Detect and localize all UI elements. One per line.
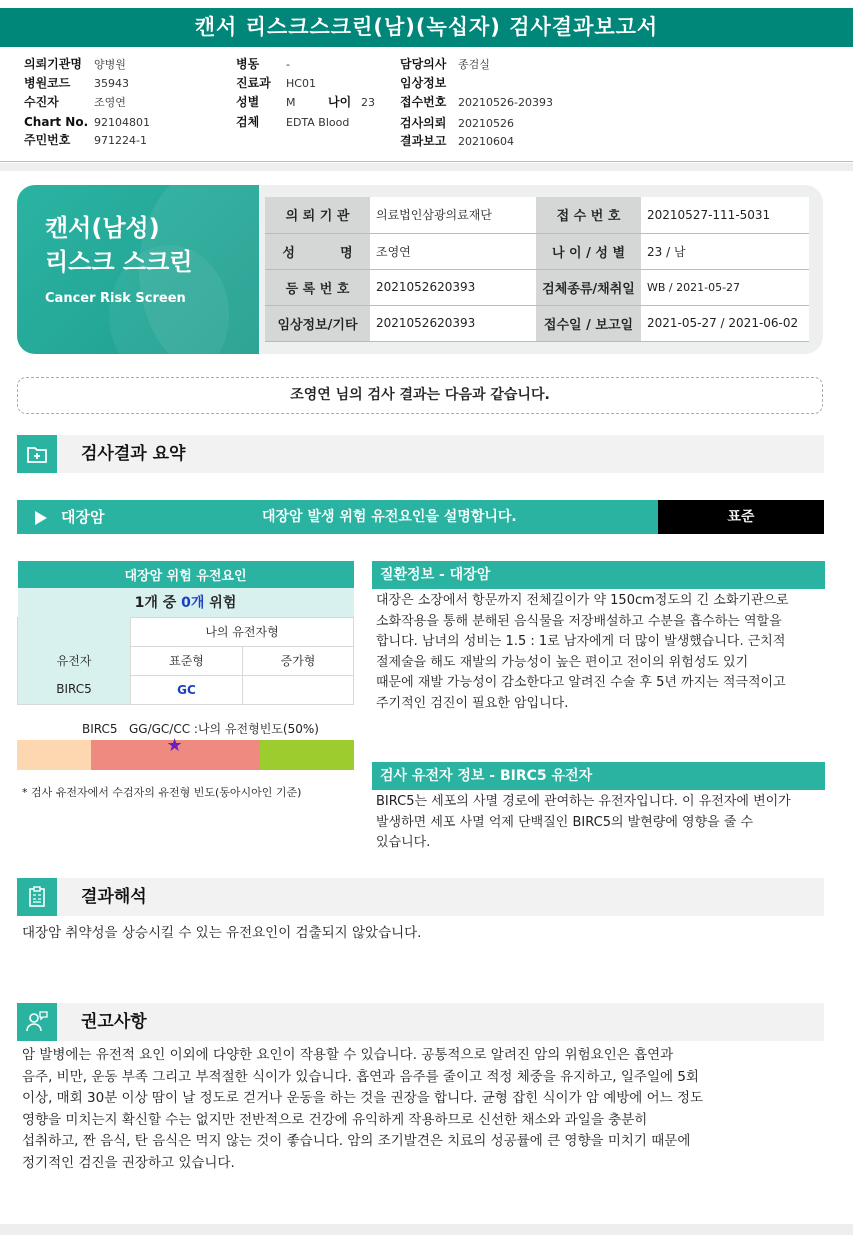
section-recommendation	[17, 1003, 824, 1041]
table-row	[18, 646, 354, 675]
interpretation-text: 대장암 취약성을 상승시킬 수 있는 유전요인이 검출되지 않았습니다.	[22, 925, 422, 941]
section-title: 검사결과 요약	[81, 444, 186, 464]
banner-title-line2: 리스크 스크린	[45, 248, 193, 276]
frequency-segment-cc	[260, 740, 354, 770]
frequency-note: * 검사 유전자에서 수검자의 유전형 빈도(동아시아인 기준)	[22, 786, 302, 799]
header-key: 결과보고	[400, 134, 447, 148]
risk-grade-badge: 표준	[658, 500, 824, 534]
info-value: 2021052620393	[370, 305, 536, 341]
header-key: 진료과	[236, 76, 271, 90]
disease-info-title: 질환정보 - 대장암	[372, 561, 825, 589]
info-label: 접 수 번 호	[536, 197, 641, 233]
result-intro: 조영연 님의 검사 결과는 다음과 같습니다.	[17, 377, 823, 414]
info-value: 23 / 남	[641, 233, 809, 269]
text-line: 정기적인 검진을 권장하고 있습니다.	[22, 1154, 235, 1171]
header-value: 양병원	[94, 58, 126, 71]
text-line: 있습니다.	[376, 835, 431, 850]
table-header-row	[18, 561, 354, 588]
header-key: 접수번호	[400, 95, 447, 109]
header-value: 20210526-20393	[458, 96, 553, 109]
table-row	[265, 269, 809, 305]
section-title: 결과해석	[81, 887, 147, 907]
header-value: 35943	[94, 77, 129, 90]
table-row	[18, 588, 354, 617]
info-label: 의 뢰 기 관	[265, 197, 370, 233]
header-key: Chart No.	[24, 115, 89, 129]
header-key: 주민번호	[24, 133, 71, 147]
header-key: 병원코드	[24, 76, 71, 90]
gene-info-text	[376, 792, 826, 854]
gene-info-title: 검사 유전자 정보 - BIRC5 유전자	[372, 762, 825, 790]
header-key: 검체	[236, 115, 260, 129]
info-value: 2021-05-27 / 2021-06-02	[641, 305, 809, 341]
cancer-description: 대장암 발생 위험 유전요인을 설명합니다.	[262, 509, 517, 525]
info-label: 나 이 / 성 별	[536, 233, 641, 269]
increased-genotype-cell	[243, 675, 354, 704]
increased-column-header: 증가형	[243, 646, 354, 675]
cancer-name: 대장암	[61, 508, 105, 526]
text-line: 합니다. 남녀의 성비는 1.5 : 1로 남자에게 더 많이 발생했습니다. 근치적	[376, 634, 786, 649]
patient-info-panel	[259, 185, 823, 354]
header-value: 20210526	[458, 117, 514, 130]
info-value: 의료법인삼광의료재단	[370, 197, 536, 233]
standard-column-header: 표준형	[131, 646, 243, 675]
info-value: 조영연	[370, 233, 536, 269]
header-key: 수진자	[24, 95, 59, 109]
product-banner	[17, 185, 259, 354]
header-key: 나이	[328, 95, 352, 109]
banner-title-line1: 캔서(남성)	[45, 214, 160, 242]
text-line: 섭취하고, 짠 음식, 탄 음식은 먹지 않는 것이 좋습니다. 암의 조기발견은 치료의 성공률에 큰 영향을 미치기 때문에	[22, 1133, 691, 1149]
section-title: 권고사항	[81, 1012, 147, 1032]
text-line: 암 발병에는 유전적 요인 이외에 다양한 요인이 작용할 수 있습니다. 공통적으로 알려진 암의 위험요인은 흡연과	[22, 1047, 674, 1063]
risk-count	[18, 588, 354, 617]
patient-info-table	[265, 197, 809, 342]
info-value: 2021052620393	[370, 269, 536, 305]
header-key: 의뢰기관명	[24, 57, 82, 71]
banner-subtitle: Cancer Risk Screen	[45, 291, 186, 306]
table-row	[18, 675, 354, 704]
divider	[0, 163, 853, 171]
header-key: 담당의사	[400, 57, 447, 71]
gene-column-header: 유전자	[18, 646, 131, 675]
info-value: 20210527-111-5031	[641, 197, 809, 233]
genotype-frequency-label: BIRC5 GG/GC/CC :나의 유전형빈도(50%)	[82, 722, 319, 736]
header-value: M	[286, 96, 296, 109]
info-label: 임상정보/기타	[265, 305, 370, 341]
recommendation-text	[22, 1045, 832, 1174]
gene-table-title: 대장암 위험 유전요인	[18, 561, 354, 588]
text-line: 영향을 미치는지 확신할 수는 없지만 전반적으로 건강에 유익하게 작용하므로 신선한 채소와 과일을 충분히	[22, 1111, 648, 1128]
risk-count-number: 0개	[181, 595, 205, 612]
header-key: 병동	[236, 57, 260, 71]
my-genotype-marker-icon: ★	[166, 735, 183, 756]
header-value: 종검실	[458, 58, 490, 71]
text-line: 절제술을 해도 재발의 가능성이 높은 편이고 전이의 위험성도 있기	[376, 654, 749, 670]
info-label: 등 록 번 호	[265, 269, 370, 305]
patient-header	[0, 52, 853, 162]
table-row	[18, 617, 354, 646]
standard-genotype-cell: GC	[131, 675, 243, 704]
empty-cell	[18, 617, 131, 646]
risk-count-suffix: 위험	[204, 595, 237, 612]
report-title: 캔서 리스크스크린(남)(녹십자) 검사결과보고서	[0, 8, 853, 47]
text-line: 음주, 비만, 운동 부족 그리고 부적절한 식이가 있습니다. 흡연과 음주를 줄이고 적정 체중을 유지하고, 일주일에 5회	[22, 1068, 699, 1085]
info-label: 접수일 / 보고일	[536, 305, 641, 341]
text-line: 이상, 매회 30분 이상 땀이 날 정도로 걷거나 운동을 하는 것을 권장을 합니다. 균형 잡힌 식이가 암 예방에 어느 정도	[22, 1090, 704, 1106]
text-line: 소화작용을 통해 분해된 음식물을 저장배설하고 수분을 흡수하는 역할을	[376, 613, 782, 629]
gene-name-cell: BIRC5	[18, 675, 131, 704]
header-value: HC01	[286, 77, 316, 90]
footer-bar	[0, 1224, 853, 1235]
info-value: WB / 2021-05-27	[641, 269, 809, 305]
text-line: BIRC5는 세포의 사멸 경로에 관여하는 유전자입니다. 이 유전자에 변이가	[376, 794, 791, 809]
header-value: 971224-1	[94, 134, 147, 147]
header-key: 성별	[236, 95, 260, 109]
section-interpretation	[17, 878, 824, 916]
disease-info-text	[376, 591, 826, 714]
header-value: 92104801	[94, 116, 150, 129]
play-arrow-icon	[35, 511, 47, 525]
text-line: 대장은 소장에서 항문까지 전체길이가 약 150cm정도의 긴 소화기관으로	[376, 593, 789, 608]
text-line: 발생하면 세포 사멸 억제 단백질인 BIRC5의 발현량에 영향을 줄 수	[376, 814, 754, 830]
header-key: 검사의뢰	[400, 116, 447, 130]
clipboard-icon	[17, 878, 57, 916]
table-row	[265, 305, 809, 341]
cancer-type-bar	[17, 500, 824, 534]
header-key: 임상정보	[400, 76, 447, 90]
header-value: 23	[361, 96, 375, 109]
risk-count-prefix: 1개 중	[134, 595, 182, 612]
table-row	[265, 233, 809, 269]
gene-risk-table	[17, 561, 354, 705]
info-label: 검체종류/채취일	[536, 269, 641, 305]
section-summary	[17, 435, 824, 473]
text-line: 때문에 재발 가능성이 감소한다고 알려진 수술 후 5년 까지는 적극적이고	[376, 675, 786, 690]
header-value: 조영연	[94, 96, 126, 109]
doctor-advice-icon	[17, 1003, 57, 1041]
header-value: EDTA Blood	[286, 116, 350, 129]
header-value: 20210604	[458, 135, 514, 148]
frequency-segment-gg	[17, 740, 91, 770]
info-label: 성 명	[265, 233, 370, 269]
text-line: 주기적인 검진이 필요한 암입니다.	[376, 695, 569, 711]
folder-plus-icon	[17, 435, 57, 473]
my-genotype-header: 나의 유전자형	[131, 617, 354, 646]
table-row	[265, 197, 809, 233]
header-value: -	[286, 58, 290, 71]
